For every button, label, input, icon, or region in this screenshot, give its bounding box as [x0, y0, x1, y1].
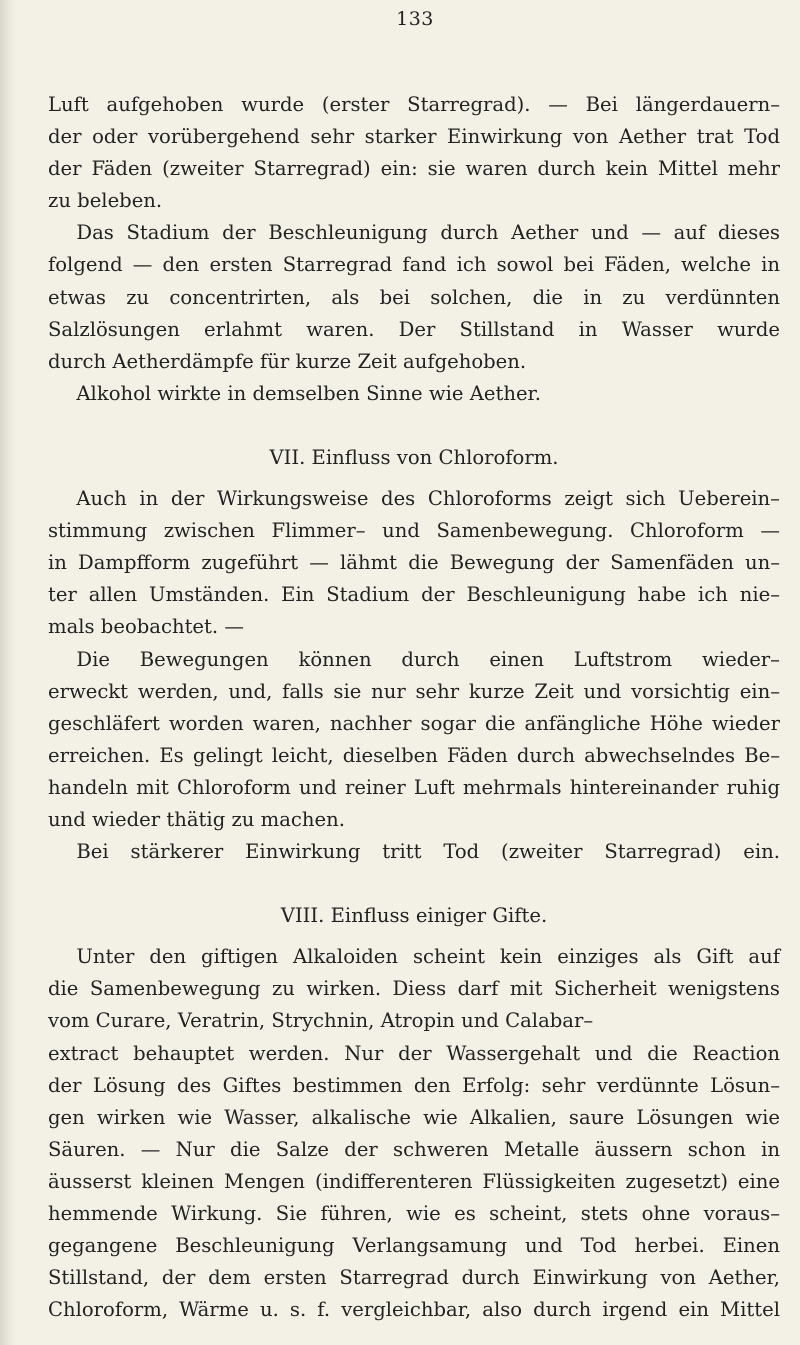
- text-line: erweckt werden, und, falls sie nur sehr kurze Zeit und vorsichtig ein–: [48, 679, 780, 703]
- text-line: ter allen Umständen. Ein Stadium der Beschleunigung habe ich nie–: [48, 583, 780, 607]
- text-line: Auch in der Wirkungsweise des Chloroforms zeigt sich Ueberein–: [76, 487, 780, 511]
- page-binding-edge: [0, 0, 16, 1345]
- text-line: der Fäden (zweiter Starregrad) ein: sie waren durch kein Mittel mehr: [48, 157, 780, 181]
- text-line: äusserst kleinen Mengen (indifferenteren Flüssigkeiten zugesetzt) eine: [48, 1169, 780, 1193]
- text-line: zu beleben.: [48, 189, 163, 213]
- text-line: gegangene Beschleunigung Verlangsamung und Tod herbei. Einen: [48, 1234, 780, 1258]
- text-line: stimmung zwischen Flimmer– und Samenbewegung. Chloroform —: [48, 519, 780, 543]
- text-line: vom Curare, Veratrin, Strychnin, Atropin und Calabar–: [48, 1009, 594, 1033]
- text-line: durch Aetherdämpfe für kurze Zeit aufgehoben.: [48, 349, 527, 373]
- text-line: mals beobachtet. —: [48, 615, 244, 639]
- paragraph-block-chloroform: [48, 483, 780, 868]
- page-number: 133: [396, 8, 434, 30]
- text-line: Alkohol wirkte in demselben Sinne wie Aether.: [76, 381, 542, 405]
- text-line: Säuren. — Nur die Salze der schweren Metalle äussern schon in: [48, 1137, 780, 1161]
- text-line: der oder vorübergehend sehr starker Einwirkung von Aether trat Tod: [48, 125, 780, 149]
- text-line: erreichen. Es gelingt leicht, dieselben Fäden durch abwechselndes Be–: [48, 743, 780, 767]
- body-text: [48, 89, 780, 1326]
- text-line: handeln mit Chloroform und reiner Luft mehrmals hintereinander ruhig: [48, 775, 780, 799]
- paragraph-block-gifte: [48, 941, 780, 1326]
- paragraph-block-aether: [48, 89, 780, 410]
- text-line: Salzlösungen erlahmt waren. Der Stillstand in Wasser wurde: [48, 317, 780, 341]
- section-heading-gifte: VIII. Einfluss einiger Gifte.: [280, 904, 548, 928]
- text-line: Bei stärkerer Einwirkung tritt Tod (zweiter Starregrad) ein.: [76, 840, 780, 864]
- section-heading-chloroform: VII. Einfluss von Chloroform.: [269, 445, 559, 469]
- text-line: die Samenbewegung zu wirken. Diess darf mit Sicherheit wenigstens: [48, 977, 780, 1001]
- text-line: in Dampfform zugeführt — lähmt die Bewegung der Samenfäden un–: [48, 551, 780, 575]
- text-line: der Lösung des Giftes bestimmen den Erfolg: sehr verdünnte Lösun–: [48, 1073, 780, 1097]
- text-line: Stillstand, der dem ersten Starregrad durch Einwirkung von Aether,: [48, 1266, 780, 1290]
- text-line: und wieder thätig zu machen.: [48, 807, 345, 831]
- text-line: Die Bewegungen können durch einen Luftstrom wieder–: [76, 647, 780, 671]
- text-line: gen wirken wie Wasser, alkalische wie Alkalien, saure Lösungen wie: [48, 1105, 780, 1129]
- text-line: folgend — den ersten Starregrad fand ich sowol bei Fäden, welche in: [48, 253, 780, 277]
- text-line: Chloroform, Wärme u. s. f. vergleichbar, also durch irgend ein Mittel: [48, 1298, 780, 1322]
- text-line: Das Stadium der Beschleunigung durch Aether und — auf dieses: [76, 221, 780, 245]
- text-line: etwas zu concentrirten, als bei solchen, die in zu verdünnten: [48, 285, 780, 309]
- text-line: Luft aufgehoben wurde (erster Starregrad). — Bei längerdauern–: [48, 93, 780, 116]
- text-line: extract behauptet werden. Nur der Wassergehalt und die Reaction: [48, 1041, 780, 1065]
- text-line: hemmende Wirkung. Sie führen, wie es scheint, stets ohne voraus–: [48, 1202, 780, 1225]
- text-line: Unter den giftigen Alkaloiden scheint kein einziges als Gift auf: [76, 945, 780, 969]
- text-line: geschläfert worden waren, nachher sogar die anfängliche Höhe wieder: [48, 711, 780, 735]
